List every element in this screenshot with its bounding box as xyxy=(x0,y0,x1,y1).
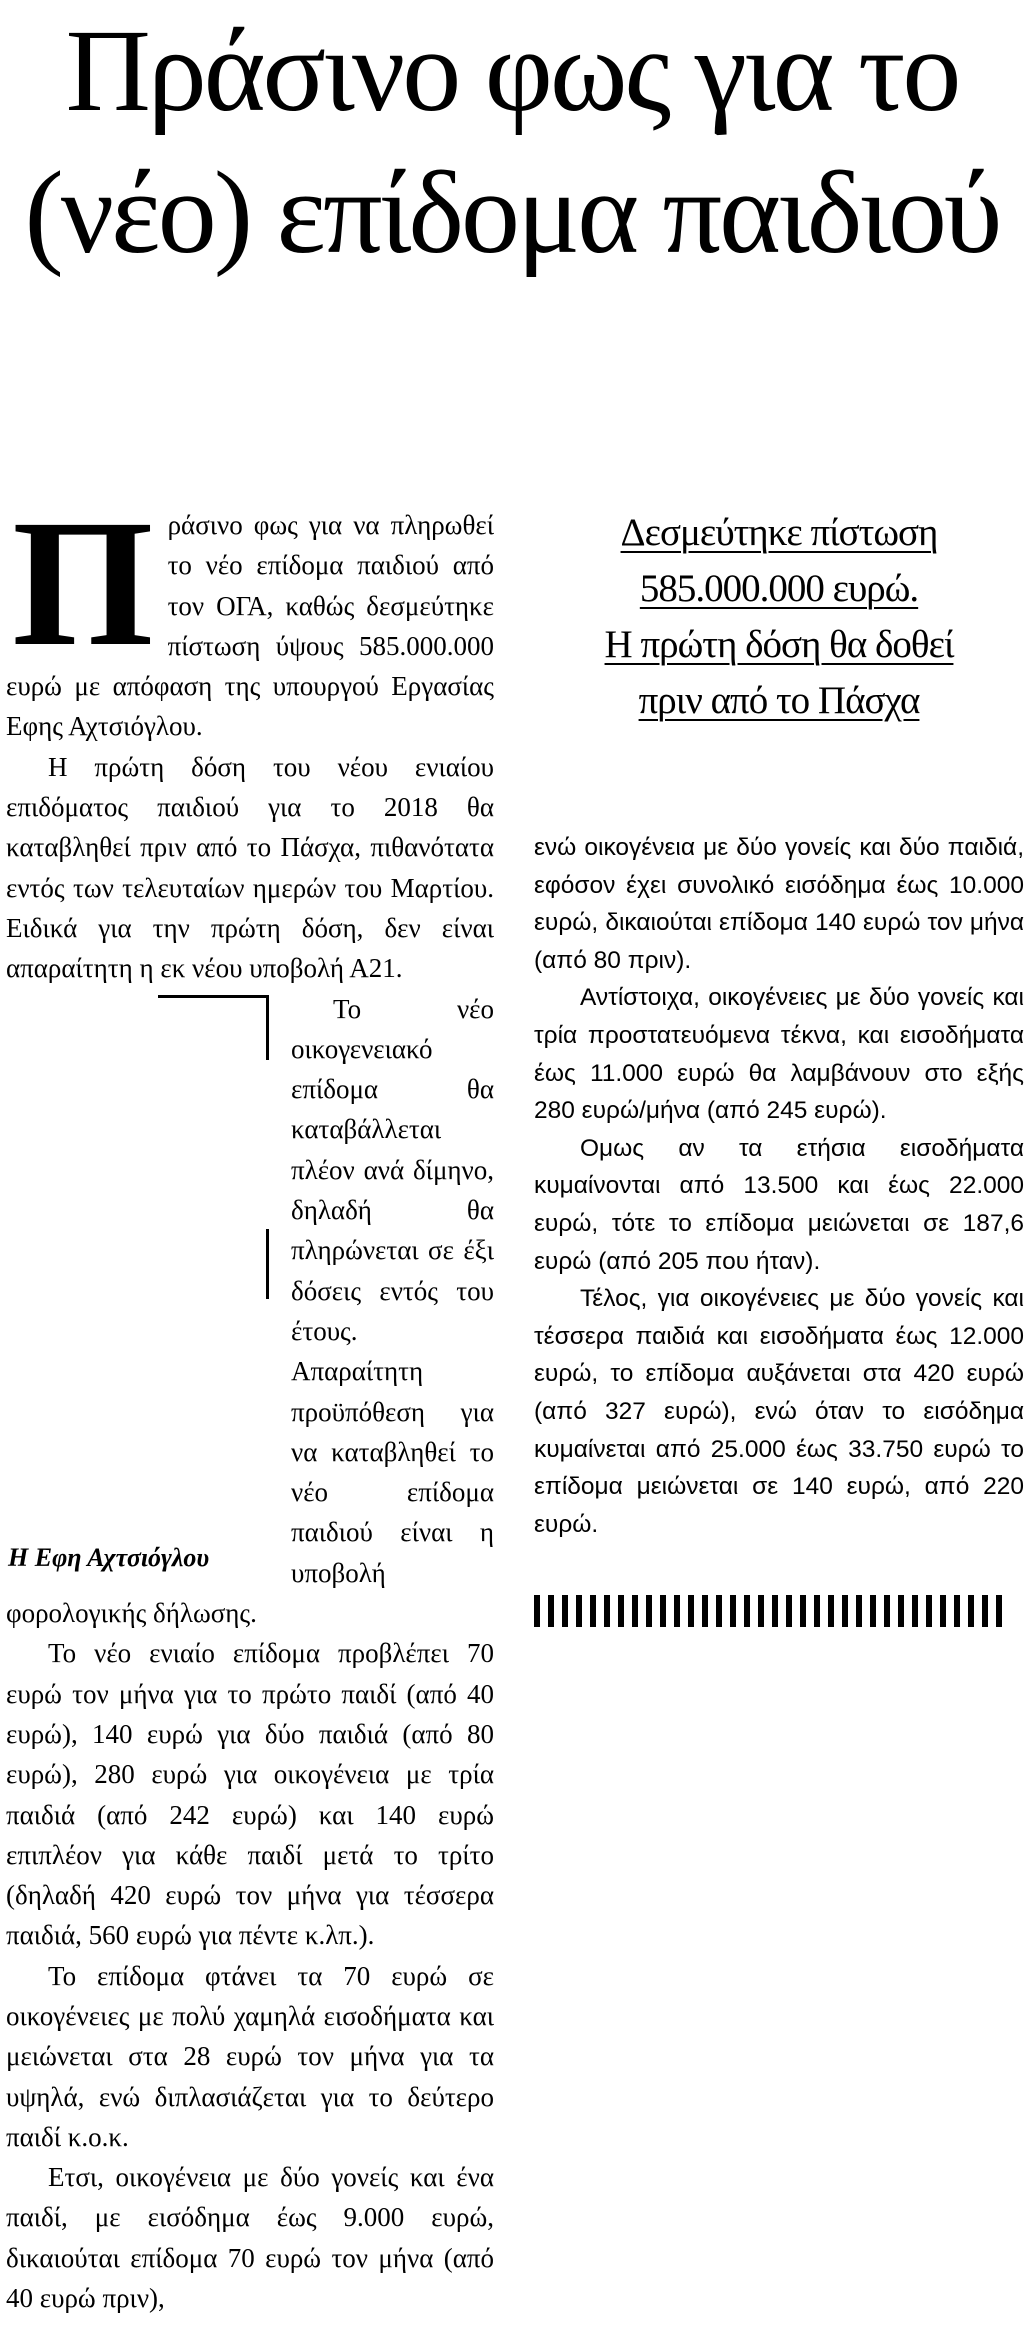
photo-area xyxy=(6,989,291,1589)
lead-paragraph: Πράσινο φως για να πληρωθεί το νέο επίδομα παιδιού από τον ΟΓΑ, καθώς δεσμεύτηκε πίστωση ύψους 585.000.000 ευρώ με απόφαση της υπουργού Εργασίας Εφης Αχτσιόγλου. xyxy=(6,483,494,742)
pull-quote-line: 585.000.000 ευρώ. xyxy=(639,567,919,610)
photo-frame-line xyxy=(266,1229,269,1299)
drop-cap: Π xyxy=(12,483,154,684)
body-paragraph: Ετσι, οικογένεια με δύο γονείς και ένα παιδί, με εισόδημα έως 9.000 ευρώ, δικαιούται επίδομα 70 ευρώ τον μήνα (από 40 ευρώ πριν), xyxy=(6,2162,494,2314)
body-paragraph: Αντίστοιχα, οικογένειες με δύο γονείς και τρία προστατευόμενα τέκνα, και εισοδήματα έως 11.000 ευρώ θα λαμβάνουν στο εξής 280 ευρώ/μήνα (από 245 ευρώ). xyxy=(534,984,1024,1125)
pull-quote-line: Η πρώτη δόση θα δοθεί xyxy=(604,623,954,666)
left-column xyxy=(6,483,494,2318)
body-paragraph: Το νέο οικογενειακό επίδομα θα καταβάλλεται πλέον ανά δίμηνο, δηλαδή θα πληρώνεται σε έξι δόσεις εντός του έτους. Απαραίτητη προϋπόθεση για να καταβληθεί το νέο επίδομα παιδιού είναι η υποβολή φορολογικής δήλωσης. xyxy=(6,993,494,1629)
body-paragraph: Η πρώτη δόση του νέου ενιαίου επιδόματος παιδιού για το 2018 θα καταβληθεί πριν από το Πάσχα, πιθανότατα εντός των τελευταίων ημερών του Μαρτίου. Ειδικά για την πρώτη δόση, δεν είναι απαραίτητη η εκ νέου υποβολή Α21. xyxy=(6,751,494,984)
right-column xyxy=(534,505,1024,1627)
right-body-text xyxy=(534,829,1024,1543)
photo-frame-line xyxy=(158,995,269,1060)
pull-quote-line: πριν από το Πάσχα xyxy=(638,679,920,722)
pull-quote xyxy=(534,505,1024,729)
body-paragraph: Ομως αν τα ετήσια εισοδήματα κυμαίνονται από 13.500 και έως 22.000 ευρώ, τότε το επίδομα μειώνεται σε 187,6 ευρώ (από 205 που ήταν). xyxy=(534,1134,1024,1275)
separator-bars xyxy=(534,1595,1004,1627)
body-paragraph: ενώ οικογένεια με δύο γονείς και δύο παιδιά, εφόσον έχει συνολικό εισόδημα έως 10.000 ευρώ, δικαιούται επίδομα 140 ευρώ τον μήνα (από 80 πριν). xyxy=(534,834,1024,974)
body-paragraph: Το νέο ενιαίο επίδομα προβλέπει 70 ευρώ τον μήνα για το πρώτο παιδί (από 40 ευρώ), 140 ευρώ για δύο παιδιά (από 80 ευρώ), 280 ευρώ για οικογένεια με τρία παιδιά (από 242 ευρώ) και 140 ευρώ επιπλέον για κάθε παιδί μετά το τρίτο (δηλαδή 420 ευρώ τον μήνα για τέσσερα παιδιά, 560 ευρώ για πέντε κ.λπ.). xyxy=(6,1638,494,1951)
pull-quote-line: Δεσμεύτηκε πίστωση xyxy=(620,511,938,554)
body-paragraph: Τέλος, για οικογένειες με δύο γονείς και τέσσερα παιδιά και εισοδήματα έως 12.000 ευρώ, το επίδομα αυξάνεται στα 420 ευρώ (από 327 ευρώ), ενώ όταν το εισόδημα κυμαίνεται από 25.000 έως 33.750 ευρώ το επίδομα μειώνεται σε 140 ευρώ, από 220 ευρώ. xyxy=(534,1285,1024,1538)
photo-caption: Η Εφη Αχτσιόγλου xyxy=(8,1543,210,1573)
headline: Πράσινο φως για το (νέο) επίδομα παιδιού xyxy=(24,5,1000,278)
body-paragraph: Το επίδομα φτάνει τα 70 ευρώ σε οικογένειες με πολύ χαμηλά εισοδήματα και μειώνεται στα 28 ευρώ τον μήνα για τα υψηλά, ενώ διπλασιάζεται για το δεύτερο παιδί κ.ο.κ. xyxy=(6,1960,494,2152)
